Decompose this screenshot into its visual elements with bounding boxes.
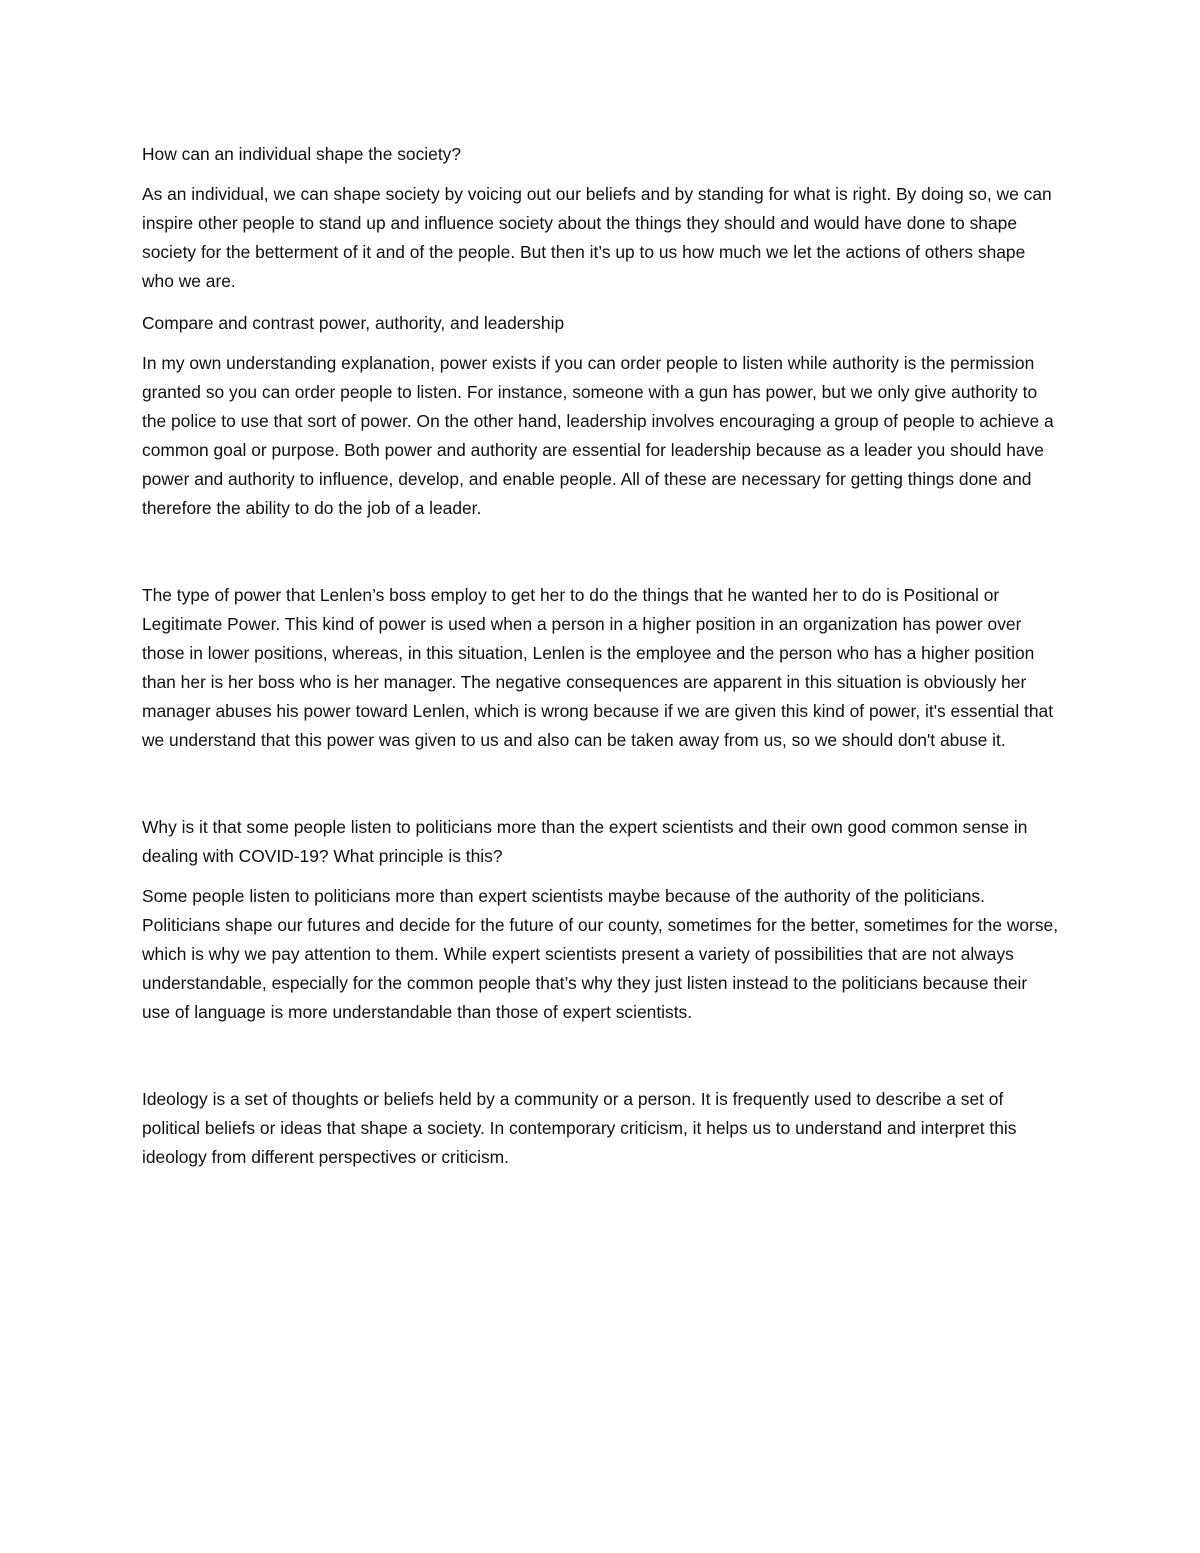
spacer xyxy=(142,296,1060,309)
answer-lenlen-positional-power: The type of power that Lenlen’s boss employ to get her to do the things that he wanted her to do is Positional or Legitimate Power. This kind of power is used when a person in a higher position in an organization has power over those in lower positions, whereas, in this situation, Lenlen is the employee and the person who has a higher position than her is her boss who is her manager. The negative consequences are apparent in this situation is obviously her manager abuses his power toward Lenlen, which is wrong because if we are given this kind of power, it's essential that we understand that this power was given to us and also can be taken away from us, so we should don't abuse it. xyxy=(142,585,1054,750)
answer-ideology: Ideology is a set of thoughts or beliefs held by a community or a person. It is frequently used to describe a set of political beliefs or ideas that shape a society. In contemporary criticism, it helps us to understand and interpret this ideology from different perspectives or criticism. xyxy=(142,1089,1017,1167)
answer-individual-shape-society: As an individual, we can shape society by voicing out our beliefs and by standing for what is right. By doing so, we can inspire other people to stand up and influence society about the things they should and would have done to shape society for the betterment of it and of the people. But then it’s up to us how much we let the actions of others shape who we are. xyxy=(142,184,1052,291)
spacer xyxy=(142,169,1060,180)
answer-politicians-vs-scientists: Some people listen to politicians more than expert scientists maybe because of the authority of the politicians. Politicians shape our futures and decide for the future of our county, sometimes for the better, sometimes for the worse, which is why we pay attention to them. While expert scientists present a variety of possibilities that are not always understandable, especially for the common people that’s why they just listen instead to the politicians because their use of language is more understandable than those of expert scientists. xyxy=(142,886,1059,1022)
spacer xyxy=(142,871,1060,882)
spacer xyxy=(142,338,1060,349)
document-body xyxy=(142,140,1060,1172)
spacer xyxy=(142,755,1060,813)
question-power-authority-leadership: Compare and contrast power, authority, and leadership xyxy=(142,313,565,333)
spacer xyxy=(142,1027,1060,1085)
question-politicians-vs-scientists: Why is it that some people listen to politicians more than the expert scientists and their own good common sense in dealing with COVID-19? What principle is this? xyxy=(142,817,1028,866)
answer-power-authority-leadership: In my own understanding explanation, power exists if you can order people to listen while authority is the permission granted so you can order people to listen. For instance, someone with a gun has power, but we only give authority to the police to use that sort of power. On the other hand, leadership involves encouraging a group of people to achieve a common goal or purpose. Both power and authority are essential for leadership because as a leader you should have power and authority to influence, develop, and enable people. All of these are necessary for getting things done and therefore the ability to do the job of a leader. xyxy=(142,353,1054,518)
question-individual-shape-society: How can an individual shape the society? xyxy=(142,144,462,164)
spacer xyxy=(142,523,1060,581)
